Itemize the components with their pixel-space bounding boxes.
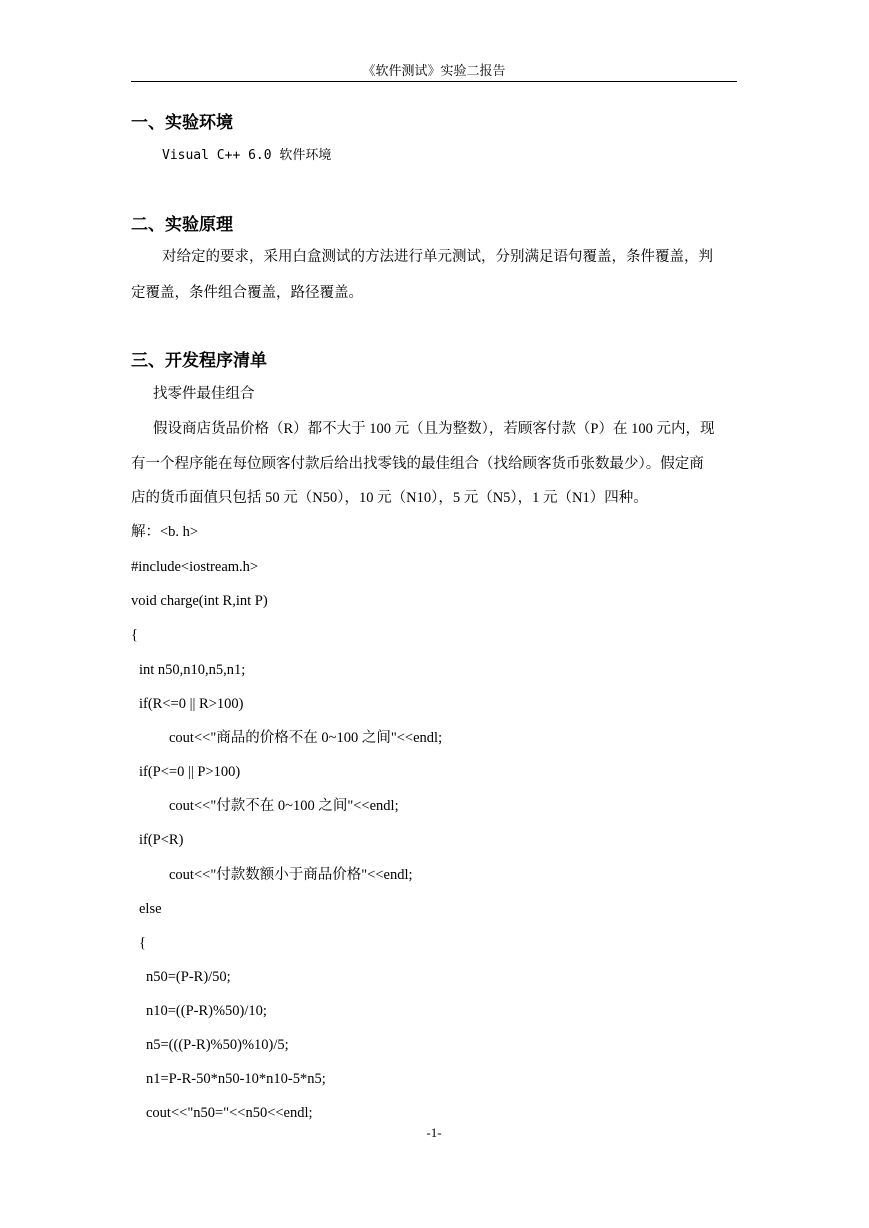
code-line: cout<<"商品的价格不在 0~100 之间"<<endl; [169, 730, 443, 746]
code-line: n1=P-R-50*n50-10*n10-5*n5; [146, 1071, 326, 1087]
header-divider [131, 81, 737, 82]
code-line: cout<<"付款数额小于商品价格"<<endl; [169, 867, 413, 883]
page-number: -1- [426, 1125, 442, 1140]
principle-paragraph-line-2: 定覆盖，条件组合覆盖，路径覆盖。 [131, 285, 363, 301]
code-line: n10=((P-R)%50)/10; [146, 1003, 267, 1019]
program-paragraph-line-1: 假设商店货品价格（R）都不大于 100 元（且为整数），若顾客付款（P）在 100 元内，现 [153, 421, 715, 437]
code-line: void charge(int R,int P) [131, 593, 268, 609]
solution-label: 解：<b. h> [131, 524, 199, 540]
environment-text: Visual C++ 6.0 软件环境 [162, 148, 332, 163]
program-paragraph-line-2: 有一个程序能在每位顾客付款后给出找零钱的最佳组合（找给顾客货币张数最少）。假定商 [131, 456, 704, 472]
code-line: else [139, 901, 162, 917]
code-line: if(R<=0 || R>100) [139, 696, 244, 712]
code-line: cout<<"付款不在 0~100 之间"<<endl; [169, 798, 399, 814]
code-line: cout<<"n50="<<n50<<endl; [146, 1105, 313, 1121]
code-line: #include<iostream.h> [131, 559, 259, 575]
page-header-title: 《软件测试》实验二报告 [362, 63, 506, 78]
code-line: { [139, 935, 146, 951]
section-heading-environment: 一、实验环境 [131, 113, 233, 133]
section-heading-program: 三、开发程序清单 [131, 351, 267, 371]
code-line: int n50,n10,n5,n1; [139, 662, 246, 678]
code-line: n50=(P-R)/50; [146, 969, 231, 985]
code-line: n5=(((P-R)%50)%10)/5; [146, 1037, 289, 1053]
code-line: if(P<=0 || P>100) [139, 764, 241, 780]
code-line: { [131, 627, 138, 643]
program-subtitle: 找零件最佳组合 [153, 386, 255, 402]
section-heading-principle: 二、实验原理 [131, 215, 233, 235]
program-paragraph-line-3: 店的货币面值只包括 50 元（N50），10 元（N10），5 元（N5），1 元（N1）四种。 [131, 490, 648, 506]
principle-paragraph-line-1: 对给定的要求，采用白盒测试的方法进行单元测试，分别满足语句覆盖，条件覆盖，判 [162, 249, 713, 265]
code-line: if(P<R) [139, 832, 184, 848]
